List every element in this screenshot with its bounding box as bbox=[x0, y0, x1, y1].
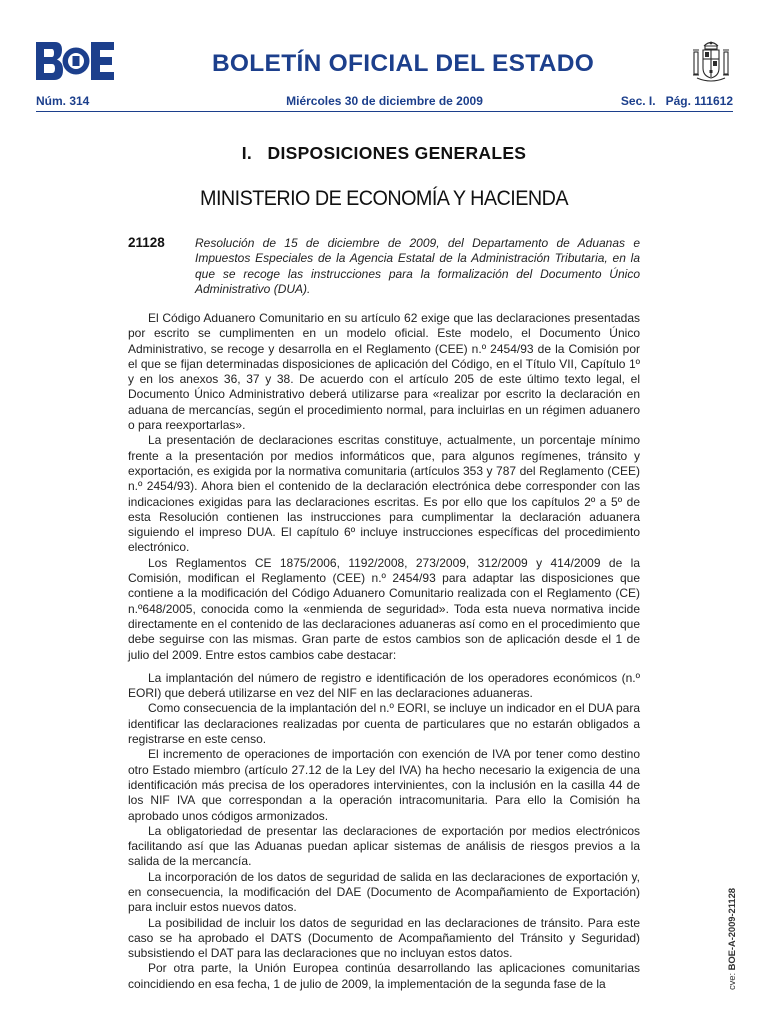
cve-identifier bbox=[727, 888, 738, 990]
cve-code: BOE-A-2009-21128 bbox=[727, 888, 738, 971]
paragraph: Por otra parte, la Unión Europea continúa desarrollando las aplicaciones comunitarias coincidiendo en esa fecha, 1 de julio de 2009, la implementación de la segunda fase de la bbox=[128, 961, 640, 991]
page-header bbox=[36, 38, 733, 88]
paragraph: Como consecuencia de la implantación del n.º EORI, se incluye un indicador en el DUA para identificar las declaraciones realizadas por cuenta de particulares que no estarán obligados a registrarse en este censo. bbox=[128, 701, 640, 747]
paragraph: La implantación del número de registro e identificación de los operadores económicos (n.º EORI) que deberá utilizarse en vez del NIF en las declaraciones aduaneras. bbox=[128, 670, 640, 701]
issue-date: Miércoles 30 de diciembre de 2009 bbox=[286, 94, 483, 108]
document-body bbox=[128, 311, 640, 992]
paragraph: Los Reglamentos CE 1875/2006, 1192/2008, 273/2009, 312/2009 y 414/2009 de la Comisión, modifican el Reglamento (CEE) n.º 2454/93 para adaptar las disposiciones que contiene a la modificación del Código Aduanero Comunitario realizada con el Reglamento (CE) n.º648/2005, conocida como la «enmienda de seguridad». Toda esta nueva normativa incide directamente en el contenido de las declaraciones aduaneras así como en el procedimiento que debe seguirse con las mismas. Gran parte de estos cambios son de aplicación desde el 1 de julio del 2009. Entre estos cambios cabe destacar: bbox=[128, 555, 640, 662]
spain-coat-of-arms-icon bbox=[689, 38, 733, 84]
issue-info-bar bbox=[36, 94, 733, 108]
header-rule bbox=[36, 111, 733, 112]
cve-label: cve: bbox=[727, 972, 738, 990]
section-heading: I. DISPOSICIONES GENERALES bbox=[241, 143, 527, 163]
paragraph: El incremento de operaciones de importación con exención de IVA por tener como destino otro Estado miembro (artículo 27.12 de la Ley del IVA) ha hecho necesario la exigencia de una identificación más precisa de los operadores intervinientes, con la inclusión en la casilla 44 de los NIF IVA que correspondan a la operación intracomunitaria. Para ello la Comisión ha aprobado unos códigos armonizados. bbox=[128, 747, 640, 823]
disposition-title: Resolución de 15 de diciembre de 2009, del Departamento de Aduanas e Impuestos Especiales de la Agencia Estatal de la Administración Tributaria, en la que se recoge las instrucciones para la formalización del Documento Único Administrativo (DUA). bbox=[195, 236, 640, 296]
paragraph: El Código Aduanero Comunitario en su artículo 62 exige que las declaraciones presentadas por escrito se cumplimenten en un modelo oficial. Este modelo, el Documento Único Administrativo, se recoge y desarrolla en el Reglamento (CEE) n.º 2454/93 de la Comisión por el que se fijan determinadas disposiciones de aplicación del Código, en el Título VII, Capítulo 1º y en los anexos 36, 37 y 38. De acuerdo con el artículo 205 de este último texto legal, el Documento Único Administrativo deberá utilizarse para «realizar por escrito la declaración en aduana de mercancías, según el procedimiento normal, para incluirlas en un régimen aduanero o para reexportarlas». bbox=[128, 311, 640, 433]
issue-number: Núm. 314 bbox=[36, 94, 90, 108]
paragraph: La posibilidad de incluir los datos de seguridad en las declaraciones de tránsito. Para este caso se ha aprobado el DATS (Documento de Acompañamiento del Tránsito y Seguridad) subsistiendo el DAT para las declaraciones que no incluyan estos datos. bbox=[128, 915, 640, 961]
paragraph: La obligatoriedad de presentar las declaraciones de exportación por medios electrónicos facilitando así que las Aduanas puedan aplicar sistemas de análisis de riesgos previos a la salida de la mercancía. bbox=[128, 823, 640, 869]
masthead-title: BOLETÍN OFICIAL DEL ESTADO bbox=[211, 50, 595, 77]
section-page: Sec. I. Pág. 111612 bbox=[620, 94, 733, 108]
boe-logo bbox=[36, 42, 114, 80]
disposition-number: 21128 bbox=[128, 235, 165, 250]
paragraph: La incorporación de los datos de seguridad de salida en las declaraciones de exportación y, en consecuencia, la modificación del DAE (Documento de Acompañamiento de Exportación) para incluir estos nuevos datos. bbox=[128, 869, 640, 915]
paragraph: La presentación de declaraciones escritas constituye, actualmente, un porcentaje mínimo frente a la presentación por medios informáticos que, para algunos regímenes, tránsito y exportación, es exigida por la normativa comunitaria (artículos 353 y 787 del Reglamento (CEE) n.º 2454/93). Ahora bien el contenido de la declaración electrónica debe corresponder con las indicaciones exigidas para las declaraciones escritas. Es por ello que los capítulos 2º a 5º de esta Resolución contienen las instrucciones para cumplimentar la declaración aduanera siguiendo el impreso DUA. El capítulo 6º incluye instrucciones específicas del procedimiento electrónico. bbox=[128, 433, 640, 555]
ministry-heading: MINISTERIO DE ECONOMÍA Y HACIENDA bbox=[200, 186, 568, 210]
